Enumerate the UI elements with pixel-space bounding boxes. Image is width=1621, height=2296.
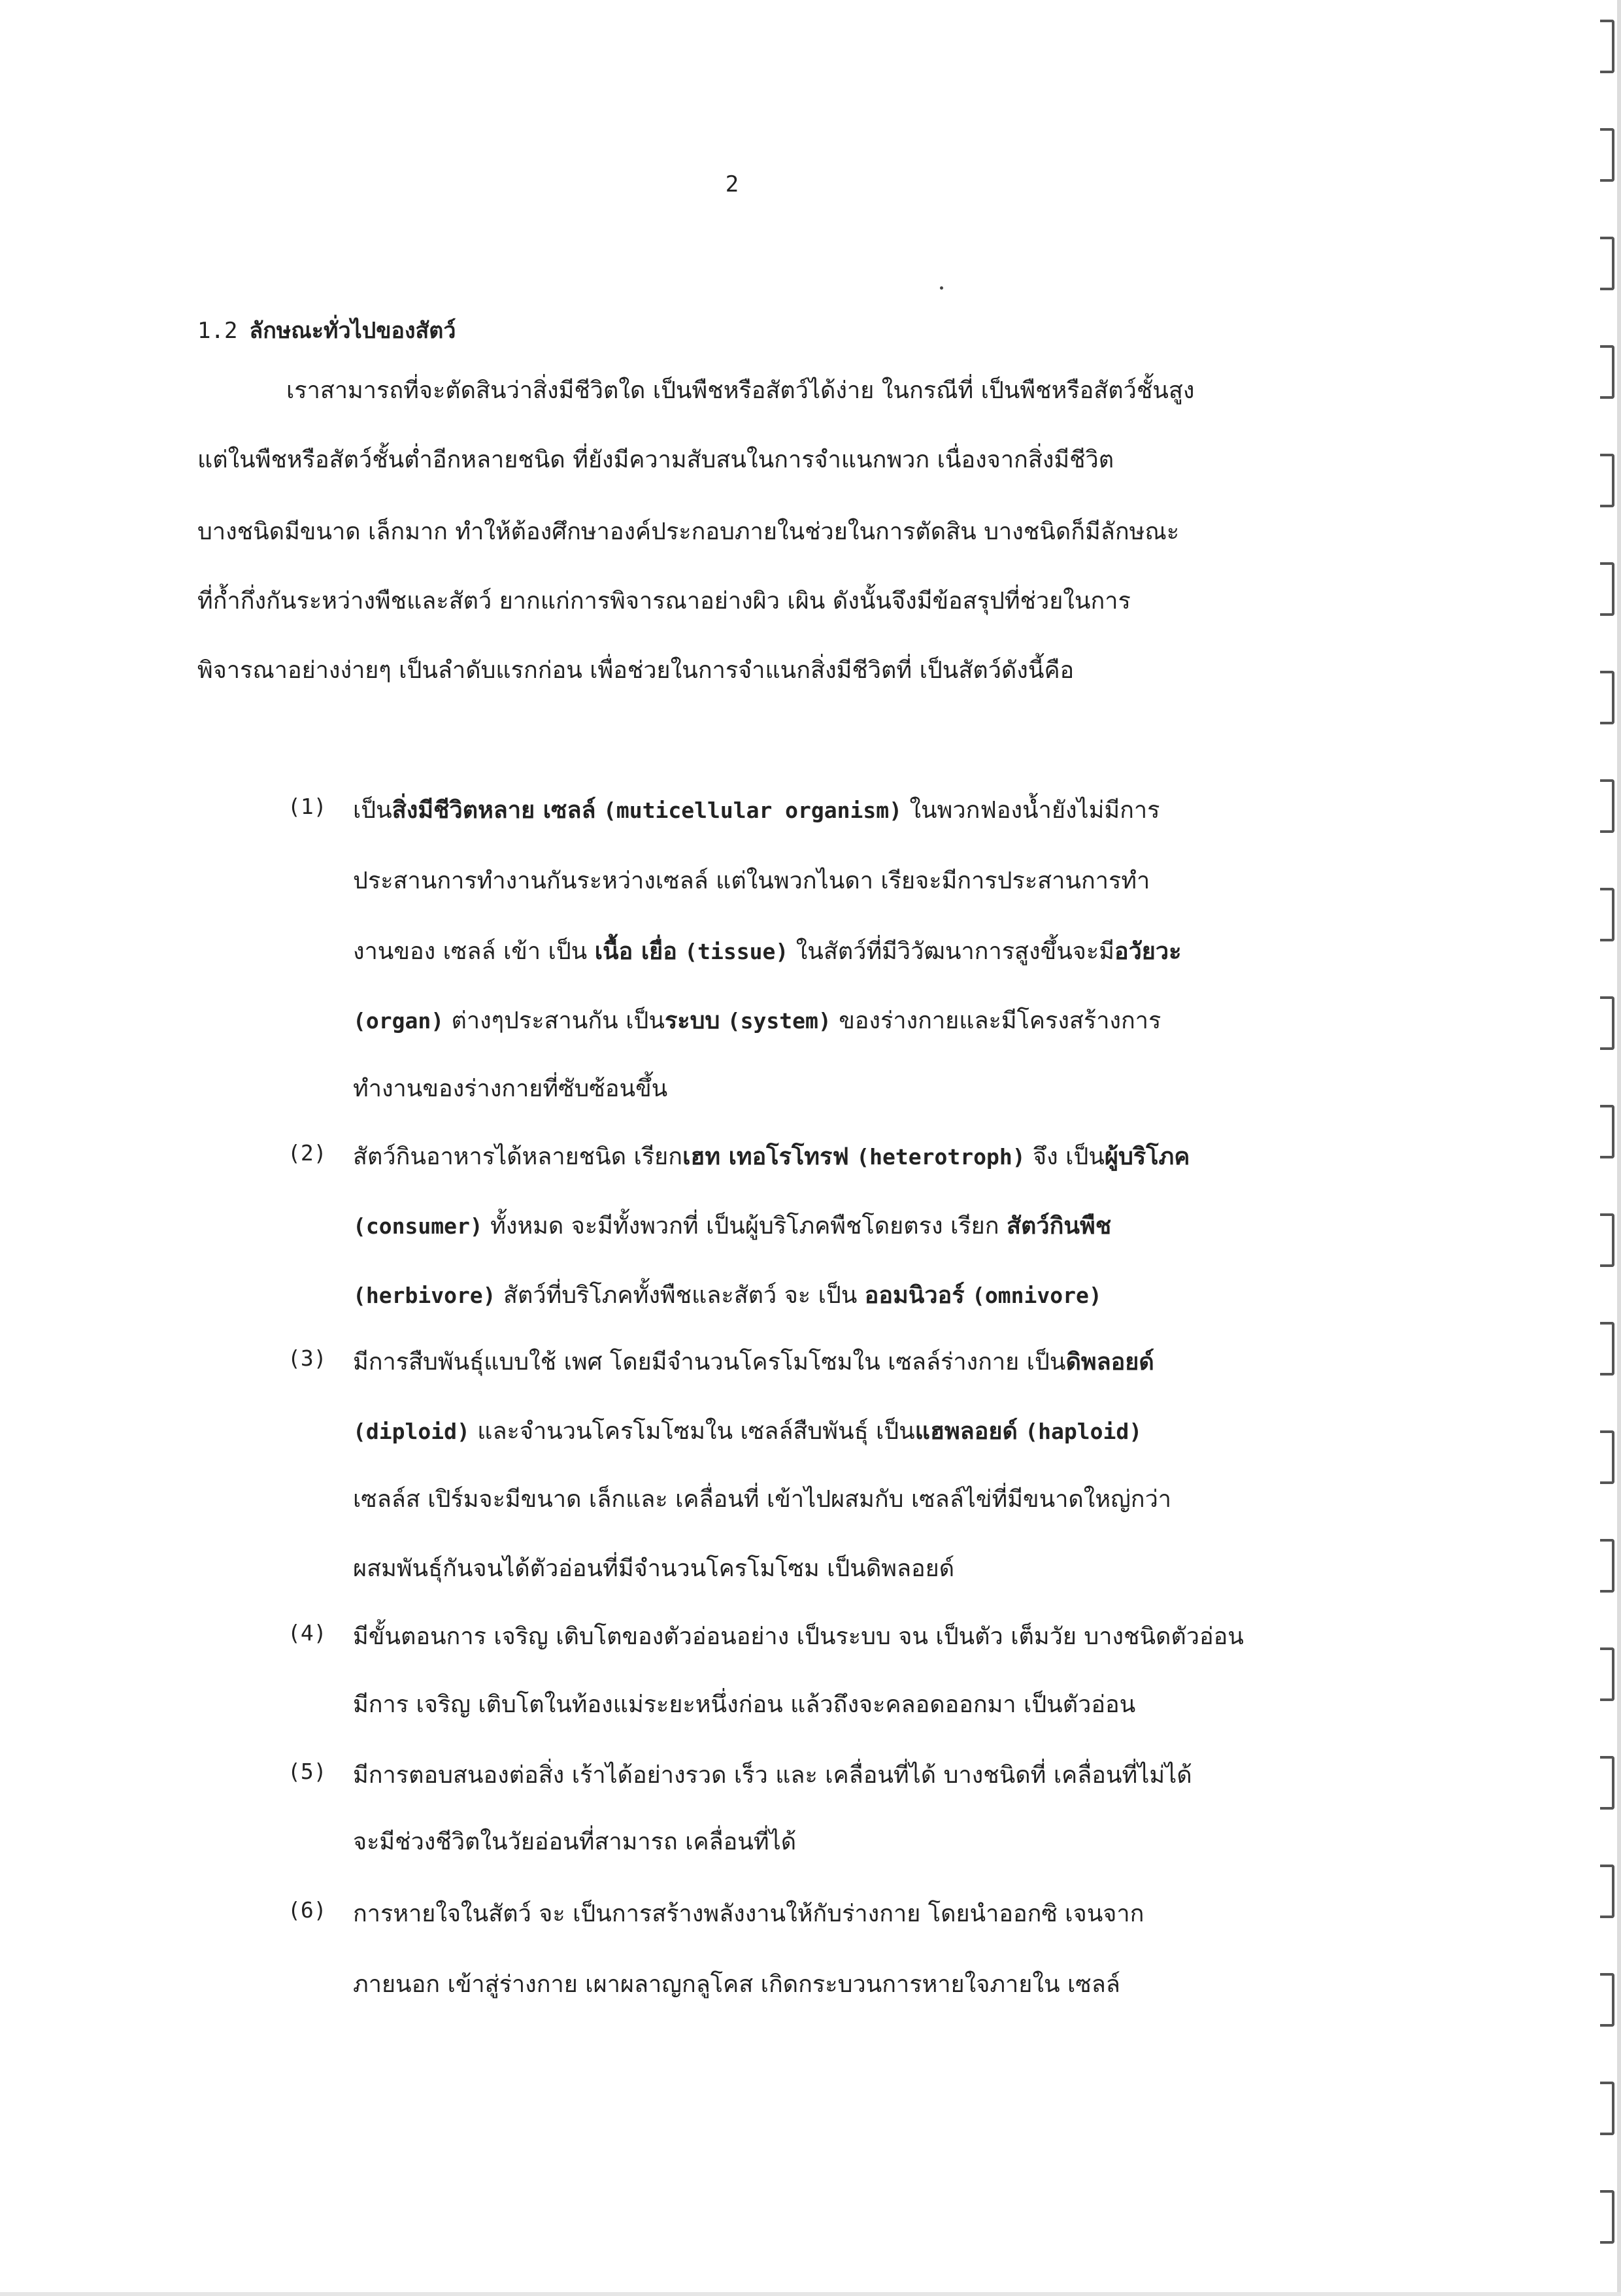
key-term: ผู้บริโภค (1104, 1143, 1190, 1170)
text-run (596, 797, 603, 824)
key-term: สัตว์กินพืช (1007, 1213, 1112, 1240)
binder-hole (1600, 1865, 1614, 1918)
text-run: ประสานการทำงานกันระหว่างเซลล์ แต่ในพวกไนดา เรียจะมีการประสานการทำ (353, 868, 1150, 894)
list-item-line (353, 1207, 1111, 1244)
paragraph-line: แต่ในพืชหรือสัตว์ชั้นต่ำอีกหลายชนิด ที่ยังมีความสับสนในการจำแนกพวก เนื่องจากสิ่งมีชีวิต (197, 447, 1114, 473)
page-edge (1617, 0, 1621, 2296)
text-run: ภายนอก เข้าสู่ร่างกาย เผาผลาญกลูโคส เกิดกระบวนการหายใจภายใน เซลล์ (353, 1971, 1120, 1998)
section-title: ลักษณะทั่วไปของสัตว์ (249, 318, 456, 344)
text-run (677, 938, 684, 965)
binder-hole (1600, 1647, 1614, 1701)
key-term: ระบบ (664, 1007, 720, 1034)
text-run: จะมีช่วงชีวิตในวัยอ่อนที่สามารถ เคลื่อนที่ได้ (353, 1829, 797, 1855)
text-run: เซลล์ส เปิร์มจะมีขนาด เล็กและ เคลื่อนที่ เข้าไปผสมกับ เซลล์ไข่ที่มีขนาดใหญ่กว่า (353, 1486, 1172, 1513)
text-run: และจำนวนโครโมโซมใน เซลล์สืบพันธุ์ เป็น (469, 1418, 915, 1445)
text-run: มีการสืบพันธุ์แบบใช้ เพศ โดยมีจำนวนโครโมโซมใน เซลล์ร่างกาย เป็น (353, 1349, 1066, 1376)
binder-hole (1600, 1105, 1614, 1158)
key-term: แฮพลอยด์ (914, 1418, 1018, 1445)
list-item-line (353, 1002, 1161, 1039)
list-item-line (353, 932, 1181, 970)
list-item-line (353, 862, 1150, 899)
page-number: 2 (725, 171, 739, 197)
english-term: (tissue) (684, 939, 789, 964)
text-run: มีการ เจริญ เติบโตในท้องแม่ระยะหนึ่งก่อน แล้วถึงจะคลอดออกมา เป็นตัวอ่อน (353, 1691, 1136, 1718)
text-run: มีขั้นตอนการ เจริญ เติบโตของตัวอ่อนอย่าง เป็นระบบ จน เป็นตัว เต็มวัย บางชนิดตัวอ่อน (353, 1623, 1244, 1650)
list-item-line (353, 1965, 1120, 2002)
english-term: (consumer) (353, 1213, 483, 1239)
binder-hole (1600, 2190, 1614, 2244)
list-item-line (353, 1480, 1171, 1517)
key-term: ดิพลอยด์ (1065, 1349, 1154, 1376)
list-item-number: (4) (288, 1620, 327, 1646)
key-term: สิ่งมีชีวิตหลาย เซลล์ (392, 797, 596, 824)
text-run: สัตว์กินอาหารได้หลายชนิด เรียก (353, 1143, 683, 1170)
paragraph-line: ที่ก้ำกึ่งกันระหว่างพืชและสัตว์ ยากแก่การพิจารณาอย่างผิว เผิน ดังนั้นจึงมีข้อสรุปที่ช่วยในการ (197, 588, 1131, 615)
paragraph-line: บางชนิดมีขนาด เล็กมาก ทำให้ต้องศึกษาองค์ประกอบภายในช่วยในการตัดสิน บางชนิดก็มีลักษณะ (197, 518, 1180, 545)
paragraph-line: เราสามารถที่จะตัดสินว่าสิ่งมีชีวิตใด เป็นพืชหรือสัตว์ได้ง่าย ในกรณีที่ เป็นพืชหรือสัตว์ชั้นสูง (286, 377, 1195, 404)
binder-hole (1600, 1322, 1614, 1376)
key-term: เฮท เทอโรโทรฟ (682, 1143, 849, 1170)
list-item-line (353, 1276, 1102, 1313)
text-run: ผสมพันธุ์กันจนได้ตัวอ่อนที่มีจำนวนโครโมโซม เป็นดิพลอยด์ (353, 1555, 955, 1582)
binder-hole (1600, 2082, 1614, 2135)
key-term: อวัยวะ (1114, 938, 1182, 965)
stray-dot (940, 286, 943, 290)
list-item-number: (6) (288, 1897, 327, 1923)
english-term: (organ) (353, 1008, 444, 1034)
binder-hole (1600, 454, 1614, 507)
paragraph-line: พิจารณาอย่างง่ายๆ เป็นลำดับแรกก่อน เพื่อช่วยในการจำแนกสิ่งมีชีวิตที่ เป็นสัตว์ดังนี้คือ (197, 657, 1075, 684)
list-item-line (353, 1823, 796, 1860)
list-item-line (353, 1412, 1142, 1449)
list-item-line (353, 1549, 954, 1587)
english-term: (omnivore) (972, 1283, 1102, 1308)
binder-hole (1600, 562, 1614, 616)
english-term: (diploid) (353, 1419, 470, 1444)
text-run: ทำงานของร่างกายที่ซับซ้อนขึ้น (353, 1075, 668, 1102)
binder-hole (1600, 1973, 1614, 2027)
section-heading (197, 312, 456, 348)
list-item-number: (2) (288, 1140, 327, 1166)
text-run: เป็น (353, 797, 392, 824)
key-term: ออมนิวอร์ (864, 1282, 965, 1309)
english-term: (system) (727, 1008, 831, 1034)
key-term: เนื้อ เยื่อ (594, 938, 677, 965)
text-run: ต่างๆประสานกัน เป็น (444, 1007, 665, 1034)
binder-hole (1600, 20, 1614, 73)
list-item-line (353, 1685, 1135, 1723)
binder-hole (1600, 1430, 1614, 1484)
text-run (849, 1143, 856, 1170)
list-item-line (353, 1343, 1154, 1380)
list-item-number: (1) (288, 794, 327, 819)
list-item-line (353, 1756, 1192, 1793)
binder-hole (1600, 1539, 1614, 1593)
text-run: ทั้งหมด จะมีทั้งพวกที่ เป็นผู้บริโภคพืชโดยตรง เรียก (482, 1213, 1007, 1240)
text-run: ของร่างกายและมีโครงสร้างการ (831, 1007, 1161, 1034)
binder-holes (1582, 0, 1621, 2296)
english-term: (haploid) (1025, 1419, 1143, 1444)
text-run (965, 1282, 972, 1309)
binder-hole (1600, 779, 1614, 833)
list-item-line (353, 1070, 667, 1107)
page-bottom-edge (0, 2292, 1621, 2296)
binder-hole (1600, 1213, 1614, 1267)
list-item-line (353, 791, 1160, 828)
binder-hole (1600, 128, 1614, 182)
section-number: 1.2 (197, 318, 238, 344)
binder-hole (1600, 237, 1614, 290)
list-item-line (353, 1895, 1144, 1932)
list-item-number: (5) (288, 1759, 327, 1784)
text-run: จึง เป็น (1025, 1143, 1105, 1170)
text-run (720, 1007, 727, 1034)
binder-hole (1600, 671, 1614, 724)
english-term: (heterotroph) (856, 1144, 1026, 1170)
list-item-number: (3) (288, 1345, 327, 1371)
text-run: งานของ เซลล์ เข้า เป็น (353, 938, 595, 965)
list-item-line (353, 1138, 1190, 1175)
binder-hole (1600, 345, 1614, 399)
binder-hole (1600, 1756, 1614, 1810)
text-run: มีการตอบสนองต่อสิ่ง เร้าได้อย่างรวด เร็ว และ เคลื่อนที่ได้ บางชนิดที่ เคลื่อนที่ไม่ได้ (353, 1762, 1192, 1789)
text-run: ในพวกฟองน้ำยังไม่มีการ (902, 797, 1160, 824)
list-item-line (353, 1617, 1244, 1655)
binder-hole (1600, 996, 1614, 1050)
text-run: สัตว์ที่บริโภคทั้งพืชและสัตว์ จะ เป็น (495, 1282, 865, 1309)
english-term: (muticellular organism) (603, 798, 902, 823)
text-run: การหายใจในสัตว์ จะ เป็นการสร้างพลังงานให้กับร่างกาย โดยนำออกซิ เจนจาก (353, 1900, 1145, 1927)
binder-hole (1600, 888, 1614, 941)
text-run (1018, 1418, 1025, 1445)
text-run: ในสัตว์ที่มีวิวัฒนาการสูงขึ้นจะมี (788, 938, 1114, 965)
english-term: (herbivore) (353, 1283, 496, 1308)
